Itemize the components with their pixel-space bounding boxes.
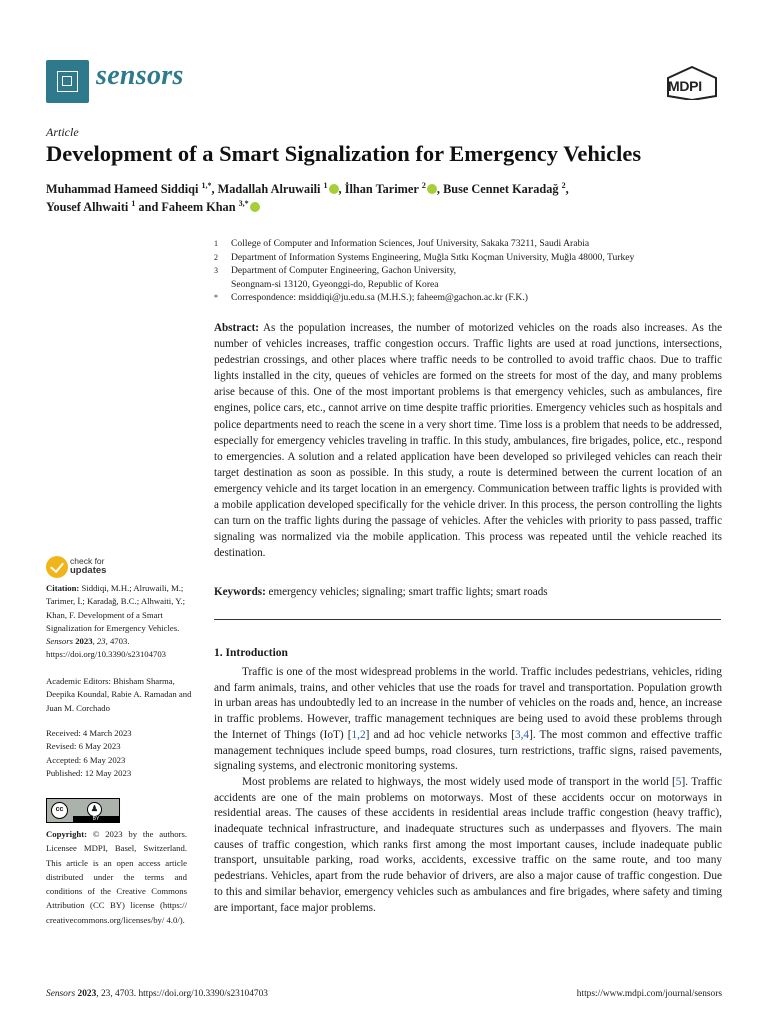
citation-ref-link[interactable]: 1,2: [351, 728, 366, 741]
abstract-label: Abstract:: [214, 322, 259, 334]
footer-journal-url[interactable]: https://www.mdpi.com/journal/sensors: [576, 989, 722, 999]
author-name: Faheem Khan: [161, 200, 236, 214]
citation-block: Citation: Siddiqi, M.H.; Alruwaili, M.; Tarimer, İ.; Karadağ, B.C.; Alhwaiti, Y.; Khan, F. Development of a Smart Signalization for Emergency Vehicles. Sensors 2023, 23, 4703. https://doi.org/10.3390/s23104703: [46, 583, 185, 660]
author-name: Buse Cennet Karadağ: [443, 182, 559, 196]
history-dates: [46, 727, 196, 780]
check-for-updates-button[interactable]: check for updates: [46, 556, 166, 580]
academic-editors: Academic Editors: Bhisham Sharma, Deepika Koundal, Rabie A. Ramadan and Juan M. Corchado: [46, 676, 192, 713]
orcid-icon[interactable]: [427, 184, 437, 194]
keywords: [214, 586, 722, 598]
mdpi-logo: [664, 66, 720, 100]
correspondence[interactable]: Correspondence: msiddiqi@ju.edu.sa (M.H.S.); faheem@gachon.ac.kr (F.K.): [231, 292, 528, 303]
author-name: Yousef Alhwaiti: [46, 200, 129, 214]
journal-logo-icon: [46, 60, 89, 103]
author-name: İlhan Tarimer: [344, 182, 419, 196]
keywords-label: Keywords:: [214, 586, 266, 598]
citation-ref-link[interactable]: 5: [675, 775, 682, 788]
keywords-text: emergency vehicles; signaling; smart traffic lights; smart roads: [268, 586, 548, 598]
orcid-icon[interactable]: [250, 202, 260, 212]
abstract-text: As the population increases, the number of motorized vehicles on the roads also increases. As the number of vehicles increases, traffic congestion occurs. Traffic lights are used at road junctions, intersections, pedestrian crossings, and other places where traffic needs to be controlled to avoid traffic chaos. Due to traffic lights installed in the city, queues of vehicles are formed on the streets for most of the day, and many problems arise because of this. One of the most important problems is that emergency vehicles, such as ambulances, fire engines, police cars, etc., cannot arrive on time despite traffic priorities. Emergency vehicles such as hospitals and police departments need to reach the scene in a very short time. Time loss is a problem that needs to be addressed, especially for emergency vehicles traveling in traffic. In this study, ambulances, fire brigades, police, etc., respond to emergencies. A solution and a related application have been developed so privileged vehicles can reach their target destination as soon as possible. In this study, a route is determined between the current location of an emergency vehicle and its target location in an emergency. Communication between traffic lights is provided with a mobile application developed specifically for the vehicle driver. In this process, the person controlling the lights can turn on the traffic lights during the passage of vehicles. After the vehicles with priority to pass passed, traffic signaling was normalized via the mobile application. This process was repeated until the vehicle reached its destination.: [214, 322, 722, 560]
copyright-notice: Copyright: © 2023 by the authors. Licensee MDPI, Basel, Switzerland. This article is an open access article distributed under the terms and conditions of the Creative Commons Attribution (CC BY) license (https:// creativecommons.org/licenses/by/ 4.0/).: [46, 829, 188, 925]
section-heading: 1. Introduction: [214, 647, 288, 659]
cc-by-license-badge[interactable]: cc ♟ BY: [46, 798, 120, 823]
citation-doi-link[interactable]: 4703. https://doi.org/10.3390/s23104703: [46, 636, 167, 660]
author-list: Muhammad Hameed Siddiqi $^{1,*}$, Madallah Alruwaili $^1$ , İlhan Tarimer $^2$ , Buse Cennet Karadağ $^2$, Yousef Alhwaiti $^1$ and Faheem Khan $^{3,*}$: [46, 180, 569, 214]
article-type: Article: [46, 125, 79, 139]
footer-citation: Sensors 2023, 23, 4703. https://doi.org/10.3390/s23104703: [46, 989, 268, 999]
author-name: Muhammad Hameed Siddiqi: [46, 182, 199, 196]
section-divider: [214, 619, 721, 620]
affiliations: 1 College of Computer and Information Sciences, Jouf University, Sakaka 73211, Saudi Arabia 2 Department of Information Systems Engineering, Muğla Sıtkı Koçman University, Muğla 48000, Turkey 3 Department of Computer Engineering, Gachon University, Seongnam-si 13120, Gyeonggi-do, Republic of Korea * Correspondence: msiddiqi@ju.edu.sa (M.H.S.); faheem@gachon.ac.kr (F.K.): [214, 238, 635, 303]
affiliation: Seongnam-si 13120, Gyeonggi-do, Republic of Korea: [231, 278, 439, 290]
citation-ref-link[interactable]: 3,4: [514, 728, 530, 741]
revised-date: Revised: 6 May 2023: [46, 741, 121, 752]
accepted-date: Accepted: 6 May 2023: [46, 754, 126, 765]
orcid-icon[interactable]: [329, 184, 339, 194]
published-date: Published: 12 May 2023: [46, 767, 132, 778]
publisher-name: MDPI: [668, 78, 702, 94]
affiliation: College of Computer and Information Sciences, Jouf University, Sakaka 73211, Saudi Arabia: [231, 238, 590, 249]
paragraph: Traffic is one of the most widespread problems in the world. Traffic includes pedestrians, vehicles, riding and farm animals, trains, and other vehicles that use the roads for travel and transportation. Population growth in urban areas has undoubtedly led to an increase in the number of vehicles on the roads and, hence, an increase in traffic problems. However, traffic management techniques are being used to avoid these problems through the Internet of Things (IoT) [1,2] and ad hoc vehicle networks [3,4]. The most common and effective traffic management techniques include speed bumps, road closures, turn restrictions, traffic signs, raised pavements, signaling systems, and electronic monitoring systems.: [214, 666, 722, 773]
article-title: Development of a Smart Signalization for Emergency Vehicles: [46, 141, 642, 166]
intro-body: [214, 665, 722, 916]
received-date: Received: 4 March 2023: [46, 728, 132, 738]
affiliation: Department of Computer Engineering, Gachon University,: [231, 265, 457, 276]
affiliation: Department of Information Systems Engineering, Muğla Sıtkı Koçman University, Muğla 48000, Turkey: [231, 251, 635, 263]
author-name: Madallah Alruwaili: [217, 182, 321, 196]
journal-name: sensors: [96, 60, 184, 91]
attribution-person-icon: ♟: [87, 802, 102, 817]
abstract: [214, 320, 722, 561]
creative-commons-icon: cc: [51, 802, 68, 819]
paragraph: Most problems are related to highways, the most widely used mode of transport in the world [5]. Traffic accidents are one of the main problems on motorways. Most of these accidents occur on motorways in residential areas. The causes of these accidents in residential areas include traffic congestion (heavy traffic), inadequate technical infrastructure, and inadequate structures such as underpasses and flyovers. The main causes of traffic congestion, which ranks first among the most important causes, include inadequate public transport, unsuitable parking, road works, accidents, excessive traffic on the same route, and too many pedestrians. Vehicles, apart from the rude behavior of drivers, are also a major cause of traffic congestion. Due to this and similar behavior, emergency vehicles such as ambulances and fire brigades, where safety and timing are important, face major problems.: [214, 775, 722, 914]
check-icon: [46, 556, 68, 578]
